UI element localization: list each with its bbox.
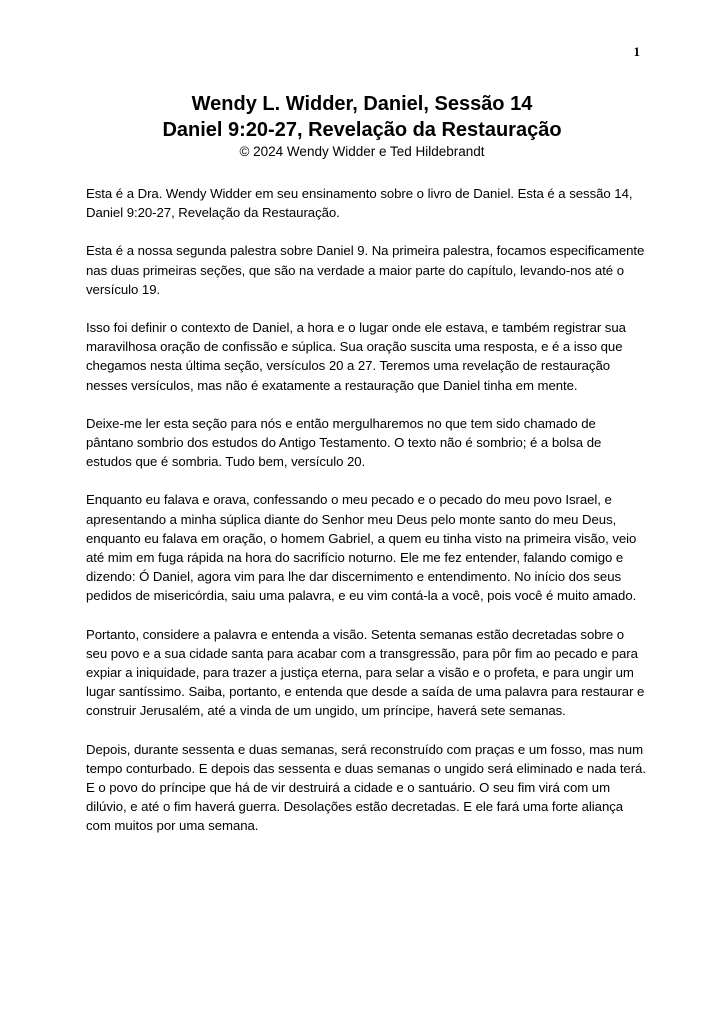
document-title: Wendy L. Widder, Daniel, Sessão 14 (191, 93, 533, 115)
document-body (86, 184, 646, 855)
paragraph: Isso foi definir o contexto de Daniel, a hora e o lugar onde ele estava, e também registrar sua maravilhosa oração de confissão e súplica. Sua oração suscita uma resposta, e é a isso que chegamos nesta última seção, versículos 20 a 27. Teremos uma revelação de restauração nesses versículos, mas não é exatamente a restauração que Daniel tinha em mente. (86, 320, 626, 393)
paragraph: Enquanto eu falava e orava, confessando o meu pecado e o pecado do meu povo Israel, e apresentando a minha súplica diante do Senhor meu Deus pelo monte santo do meu Deus, enquanto eu falava em oração, o homem Gabriel, a quem eu tinha visto na primeira visão, veio até mim em fuga rápida na hora do sacrifício noturno. Ele me fez entender, falando comigo e dizendo: Ó Daniel, agora vim para lhe dar discernimento e entendimento. No início dos seus pedidos de misericórdia, saiu uma palavra, e eu vim contá-la a você, pois você é muito amado. (86, 492, 637, 604)
document-subtitle: Daniel 9:20-27, Revelação da Restauração (162, 119, 562, 141)
paragraph: Depois, durante sessenta e duas semanas, será reconstruído com praças e um fosso, mas num tempo conturbado. E depois das sessenta e duas semanas o ungido será eliminado e nada terá. E o povo do príncipe que há de vir destruirá a cidade e o santuário. O seu fim virá com um dilúvio, e até o fim haverá guerra. Desolações estão decretadas. E ele fará uma forte aliança com muitos por uma semana. (86, 741, 646, 834)
paragraph: Esta é a Dra. Wendy Widder em seu ensinamento sobre o livro de Daniel. Esta é a sessão 14, Daniel 9:20-27, Revelação da Restauração. (86, 186, 633, 221)
document-header (0, 91, 724, 161)
page-number: 1 (633, 44, 640, 59)
paragraph: Deixe-me ler esta seção para nós e então mergulharemos no que tem sido chamado de pântano sombrio dos estudos do Antigo Testamento. O texto não é sombrio; é a bolsa de estudos que é sombria. Tudo bem, versículo 20. (86, 415, 602, 470)
paragraph: Esta é a nossa segunda palestra sobre Daniel 9. Na primeira palestra, focamos especificamente nas duas primeiras seções, que são na verdade a maior parte do capítulo, levando-nos até o versículo 19. (86, 243, 645, 297)
paragraph: Portanto, considere a palavra e entenda a visão. Setenta semanas estão decretadas sobre o seu povo e a sua cidade santa para acabar com a transgressão, para pôr fim ao pecado e para expiar a iniquidade, para trazer a justiça eterna, para selar a visão e o profeta, e para ungir um lugar santíssimo. Saiba, portanto, e entenda que desde a saída de uma palavra para restaurar e construir Jerusalém, até a vinda de um ungido, um príncipe, haverá sete semanas. (86, 626, 645, 719)
copyright-notice: © 2024 Wendy Widder e Ted Hildebrandt (239, 144, 485, 159)
